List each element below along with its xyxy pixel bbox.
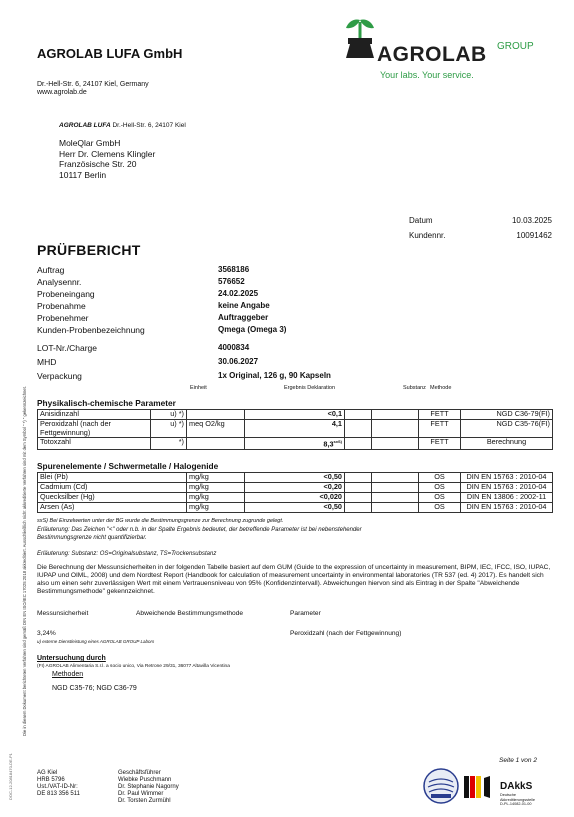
info-value: keine Angabe bbox=[218, 301, 270, 310]
table-row bbox=[38, 410, 553, 420]
info-value: 4000834 bbox=[218, 343, 250, 352]
param-unit: mg/kg bbox=[187, 483, 245, 493]
recipient-line: MoleQlar GmbH bbox=[59, 138, 121, 148]
results-table-metals bbox=[37, 472, 553, 513]
param-method: NGD C35-76(FI) bbox=[461, 420, 553, 438]
param-mark: *) bbox=[151, 438, 187, 450]
param-decl bbox=[345, 438, 372, 450]
param-empty bbox=[372, 473, 419, 483]
param-value: <0,1 bbox=[245, 410, 345, 420]
param-decl bbox=[345, 410, 372, 420]
param-unit: meq O2/kg bbox=[187, 420, 245, 438]
footnote: sxS) Bei Einzelwerten unter der BG wurde die Bestimmungsgrenze zur Berechnung zugrunde gelegt. bbox=[37, 518, 284, 524]
company-name: AGROLAB LUFA GmbH bbox=[37, 46, 183, 61]
info-value: 1x Original, 126 g, 90 Kapseln bbox=[218, 371, 331, 380]
info-label: Kunden-Probenbezeichnung bbox=[37, 325, 145, 335]
date-value: 10.03.2025 bbox=[511, 216, 552, 225]
uncertainty-parameter: Peroxidzahl (nach der Fettgewinnung) bbox=[290, 630, 402, 637]
company-address bbox=[37, 81, 149, 97]
uncertainty-col1: Messunsicherheit bbox=[37, 610, 89, 617]
info-label: Probeneingang bbox=[37, 289, 95, 299]
param-method: NGD C36-79(FI) bbox=[461, 410, 553, 420]
param-empty bbox=[372, 493, 419, 503]
footer-line: Wiebke Puschmann bbox=[118, 777, 172, 783]
logo-slogan: Your labs. Your service. bbox=[380, 70, 474, 80]
ilac-seal-icon bbox=[423, 768, 459, 804]
investigation-title: Untersuchung durch bbox=[37, 655, 106, 662]
logo-group: GROUP bbox=[497, 41, 534, 52]
table-row bbox=[38, 473, 553, 483]
footer-line: Dr. Stephanie Nagorny bbox=[118, 784, 179, 790]
dakks-flag-icon bbox=[462, 772, 496, 802]
info-label: Probenehmer bbox=[37, 313, 89, 323]
footer-line: DE 813 356 511 bbox=[37, 791, 80, 797]
dakks-sub-line: Akkreditierungsstelle bbox=[500, 797, 536, 802]
param-substance: OS bbox=[419, 493, 461, 503]
param-decl bbox=[345, 420, 372, 438]
param-substance: OS bbox=[419, 473, 461, 483]
param-decl bbox=[345, 483, 372, 493]
sender-address: Dr.-Hell-Str. 6, 24107 Kiel bbox=[112, 122, 186, 129]
param-name: Cadmium (Cd) bbox=[38, 483, 187, 493]
param-value: 4,1 bbox=[245, 420, 345, 438]
recipient-line: Französische Str. 20 bbox=[59, 159, 137, 169]
footer-line: Dr. Paul Wimmer bbox=[118, 791, 164, 797]
info-value: 3568186 bbox=[218, 265, 250, 274]
explanation-substance: Erläuterung: Substanz: OS=Originalsubstanz, TS=Trockensubstanz bbox=[37, 551, 217, 557]
param-name: Blei (Pb) bbox=[38, 473, 187, 483]
param-method: DIN EN 15763 : 2010-04 bbox=[461, 483, 553, 493]
info-value: 24.02.2025 bbox=[218, 289, 259, 298]
param-value: 8,3 bbox=[323, 439, 334, 449]
info-value: Qmega (Omega 3) bbox=[218, 325, 287, 334]
external-note: u) externe Dienstleistung eines AGROLAB GROUP Labors bbox=[37, 639, 155, 644]
param-substance: FETT bbox=[419, 410, 461, 420]
info-label: Auftrag bbox=[37, 265, 65, 275]
explanation-line: Bestimmungsgrenze nicht quantifizierbar. bbox=[37, 535, 147, 541]
agrolab-logo-icon bbox=[340, 16, 380, 64]
param-unit: mg/kg bbox=[187, 473, 245, 483]
param-value-cell bbox=[245, 438, 345, 450]
recipient-block bbox=[59, 138, 155, 180]
param-method: DIN EN 15763 : 2010-04 bbox=[461, 503, 553, 513]
info-value: Auftraggeber bbox=[218, 313, 269, 322]
info-label: Verpackung bbox=[37, 371, 82, 381]
param-unit: mg/kg bbox=[187, 503, 245, 513]
table-row bbox=[38, 483, 553, 493]
param-value: <0,20 bbox=[245, 483, 345, 493]
sender-name: AGROLAB LUFA bbox=[59, 122, 111, 129]
param-name: Totoxzahl bbox=[38, 438, 151, 450]
param-unit bbox=[187, 438, 245, 450]
table-row bbox=[38, 493, 553, 503]
investigation-lab: (FI) AGROLAB Alimentaria S.r.l. a socio unico, Via Retrone 29/31, 36077 Altavilla Vicentina bbox=[37, 664, 230, 669]
param-substance: FETT bbox=[419, 438, 461, 450]
param-decl bbox=[345, 473, 372, 483]
param-unit: mg/kg bbox=[187, 493, 245, 503]
param-empty bbox=[372, 503, 419, 513]
dakks-label: DAkkS bbox=[500, 781, 533, 792]
results-table-physchem bbox=[37, 409, 553, 450]
col-method-header: Methode bbox=[430, 385, 452, 391]
footer-registry bbox=[37, 770, 80, 798]
param-unit bbox=[187, 410, 245, 420]
table-row bbox=[38, 420, 553, 438]
info-value: 576652 bbox=[218, 277, 245, 286]
param-decl bbox=[345, 503, 372, 513]
recipient-line: Herr Dr. Clemens Klingler bbox=[59, 148, 156, 159]
uncertainty-value: 3,24% bbox=[37, 630, 56, 637]
section-title: Spurenelemente / Schwermetalle / Halogenide bbox=[37, 461, 219, 471]
param-empty bbox=[372, 438, 419, 450]
param-value-sup: sxS) bbox=[333, 439, 342, 444]
param-empty bbox=[372, 483, 419, 493]
table-row bbox=[38, 503, 553, 513]
accreditation-note: Die in diesem Dokument berichteten Verfahren sind gemäß DIN EN ISO/IEC 17025:2018 akkreditiert. Ausschließlich nicht akkreditierte Verfahren sind mit dem Symbol " *) " gekennzeichnet. bbox=[22, 385, 27, 736]
info-value: 30.06.2027 bbox=[218, 357, 259, 366]
param-name: Peroxidzahl (nach der Fettgewinnung) bbox=[38, 420, 151, 438]
param-mark: u) *) bbox=[151, 410, 187, 420]
param-method: DIN EN 13806 : 2002-11 bbox=[461, 493, 553, 503]
footer-line: HRB 5796 bbox=[37, 777, 65, 783]
info-label: MHD bbox=[37, 357, 57, 367]
param-name: Arsen (As) bbox=[38, 503, 187, 513]
recipient-line: 10117 Berlin bbox=[59, 169, 107, 180]
address-line: Dr.-Hell-Str. 6, 24107 Kiel, Germany bbox=[37, 81, 149, 88]
col-substance-header: Substanz bbox=[403, 385, 426, 391]
param-name: Anisidinzahl bbox=[38, 410, 151, 420]
param-empty bbox=[372, 410, 419, 420]
info-label: Probenahme bbox=[37, 301, 86, 311]
uncertainty-col2: Abweichende Bestimmungsmethode bbox=[136, 610, 244, 617]
col-unit-header: Einheit bbox=[190, 385, 207, 391]
param-empty bbox=[372, 420, 419, 438]
logo-word: AGROLAB bbox=[377, 43, 487, 66]
dakks-code: D-PL-14082-01-00 bbox=[500, 802, 532, 806]
footer-line: Ust./VAT-ID-Nr: bbox=[37, 784, 78, 790]
col-result-header: Ergebnis Deklaration bbox=[284, 385, 336, 391]
param-substance: OS bbox=[419, 503, 461, 513]
website: www.agrolab.de bbox=[37, 89, 87, 96]
sender-line bbox=[59, 122, 186, 129]
date-label: Datum bbox=[409, 216, 433, 225]
dakks-sub-line: Deutsche bbox=[500, 793, 517, 797]
param-name: Quecksilber (Hg) bbox=[38, 493, 187, 503]
customer-value: 10091462 bbox=[516, 231, 552, 240]
page-title: PRÜFBERICHT bbox=[37, 242, 141, 258]
info-label: LOT-Nr./Charge bbox=[37, 343, 97, 353]
methods-value: NGD C35-76; NGD C36-79 bbox=[52, 685, 137, 692]
section-title: Physikalisch-chemische Parameter bbox=[37, 398, 176, 408]
param-substance: FETT bbox=[419, 420, 461, 438]
uncertainty-col3: Parameter bbox=[290, 610, 321, 617]
param-mark: u) *) bbox=[151, 420, 187, 438]
footer-line: Geschäftsführer bbox=[118, 770, 161, 776]
param-method: Berechnung bbox=[461, 438, 553, 450]
methods-label: Methoden bbox=[52, 671, 84, 678]
customer-label: Kundennr. bbox=[409, 231, 446, 240]
param-method: DIN EN 15763 : 2010-04 bbox=[461, 473, 553, 483]
uncertainty-paragraph: Die Berechnung der Messunsicherheiten in der folgenden Tabelle basiert auf dem GUM (Guide to the expression of uncertainty in measurement, BIPM, IEC, IFCC, ISO, IUPAC, IUPAP und OIML, 2008) und dem Nordtest Report (Handbook for calculation of measurement uncertainty in environmental laboratories (TR 537 (ed. 4) 2017). Es handelt sich also um einen sehr zuverlässigen Wert mit einem Vertrauensniveau von 95% (Konfidenzintervall). Abweichungen hiervon sind als Eintrag in der Spalte "Abweichende Bestimmungsmethode" gekennzeichnet. bbox=[37, 564, 551, 595]
param-value: <0,020 bbox=[245, 493, 345, 503]
param-value: <0,50 bbox=[245, 473, 345, 483]
table-row bbox=[38, 438, 553, 450]
param-decl bbox=[345, 493, 372, 503]
param-substance: OS bbox=[419, 483, 461, 493]
info-label: Analysennr. bbox=[37, 277, 82, 287]
explanation-line: Erläuterung: Das Zeichen "<" oder n.b. in der Spalte Ergebnis bedeutet, der betreffende Parameter ist bei nebenstehender bbox=[37, 527, 362, 533]
footer-line: Dr. Torsten Zurmühl bbox=[118, 798, 171, 804]
page-number: Seite 1 von 2 bbox=[499, 757, 537, 764]
footer-line: AG Kiel bbox=[37, 770, 58, 776]
footer-management bbox=[118, 770, 179, 805]
dakks-sub bbox=[500, 793, 535, 807]
param-value: <0,50 bbox=[245, 503, 345, 513]
